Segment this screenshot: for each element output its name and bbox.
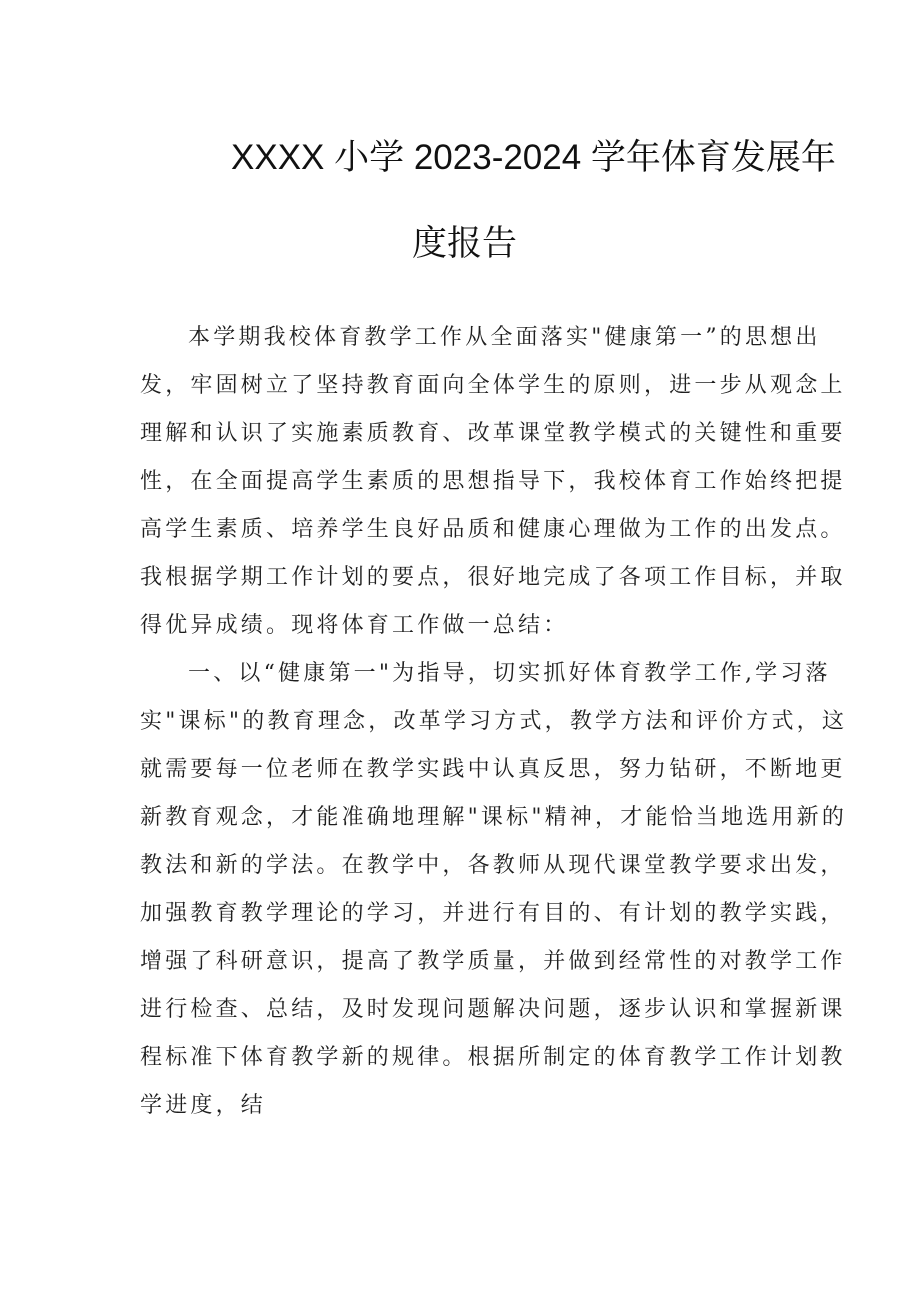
paragraph-1-line-5: 高学生素质、培养学生良好品质和健康心理做为工作的出发点。	[140, 517, 846, 542]
paragraph-1-line-3: 理解和认识了实施素质教育、改革课堂教学模式的关键性和重要	[140, 421, 846, 446]
paragraph-1-line-1: 本学期我校体育教学工作从全面落实"健康第一”的思想出	[188, 325, 821, 350]
document-title-line-2: 度报告	[412, 224, 518, 263]
paragraph-1-line-4: 性，在全面提高学生素质的思想指导下，我校体育工作始终把提	[140, 469, 846, 494]
paragraph-1-line-7: 得优异成绩。现将体育工作做一总结：	[140, 613, 569, 638]
paragraph-2-line-3: 就需要每一位老师在教学实践中认真反思，努力钻研，不断地更	[140, 757, 846, 782]
paragraph-2-line-2: 实"课标"的教育理念，改革学习方式，教学方法和评价方式，这	[140, 709, 848, 734]
paragraph-2-line-7: 增强了科研意识，提高了教学质量，并做到经常性的对教学工作	[140, 949, 846, 974]
paragraph-2-line-8: 进行检查、总结，及时发现问题解决问题，逐步认识和掌握新课	[140, 997, 846, 1022]
paragraph-2-line-6: 加强教育教学理论的学习，并进行有目的、有计划的教学实践，	[140, 901, 846, 926]
paragraph-1-line-2: 发，牢固树立了坚持教育面向全体学生的原则，进一步从观念上	[140, 373, 846, 398]
paragraph-2-line-9: 程标准下体育教学新的规律。根据所制定的体育教学工作计划教	[140, 1045, 846, 1070]
paragraph-2-line-1: 一、以“健康第一"为指导，切实抓好体育教学工作,学习落	[188, 661, 831, 686]
paragraph-2-line-4: 新教育观念，才能准确地理解"课标"精神，才能恰当地选用新的	[140, 805, 848, 830]
paragraph-2-line-5: 教法和新的学法。在教学中，各教师从现代课堂教学要求出发，	[140, 853, 846, 878]
paragraph-2-line-10: 学进度，结	[140, 1093, 267, 1118]
paragraph-1-line-6: 我根据学期工作计划的要点，很好地完成了各项工作目标，并取	[140, 565, 846, 590]
document-title-line-1: XXXX 小学 2023-2024 学年体育发展年	[231, 138, 836, 177]
